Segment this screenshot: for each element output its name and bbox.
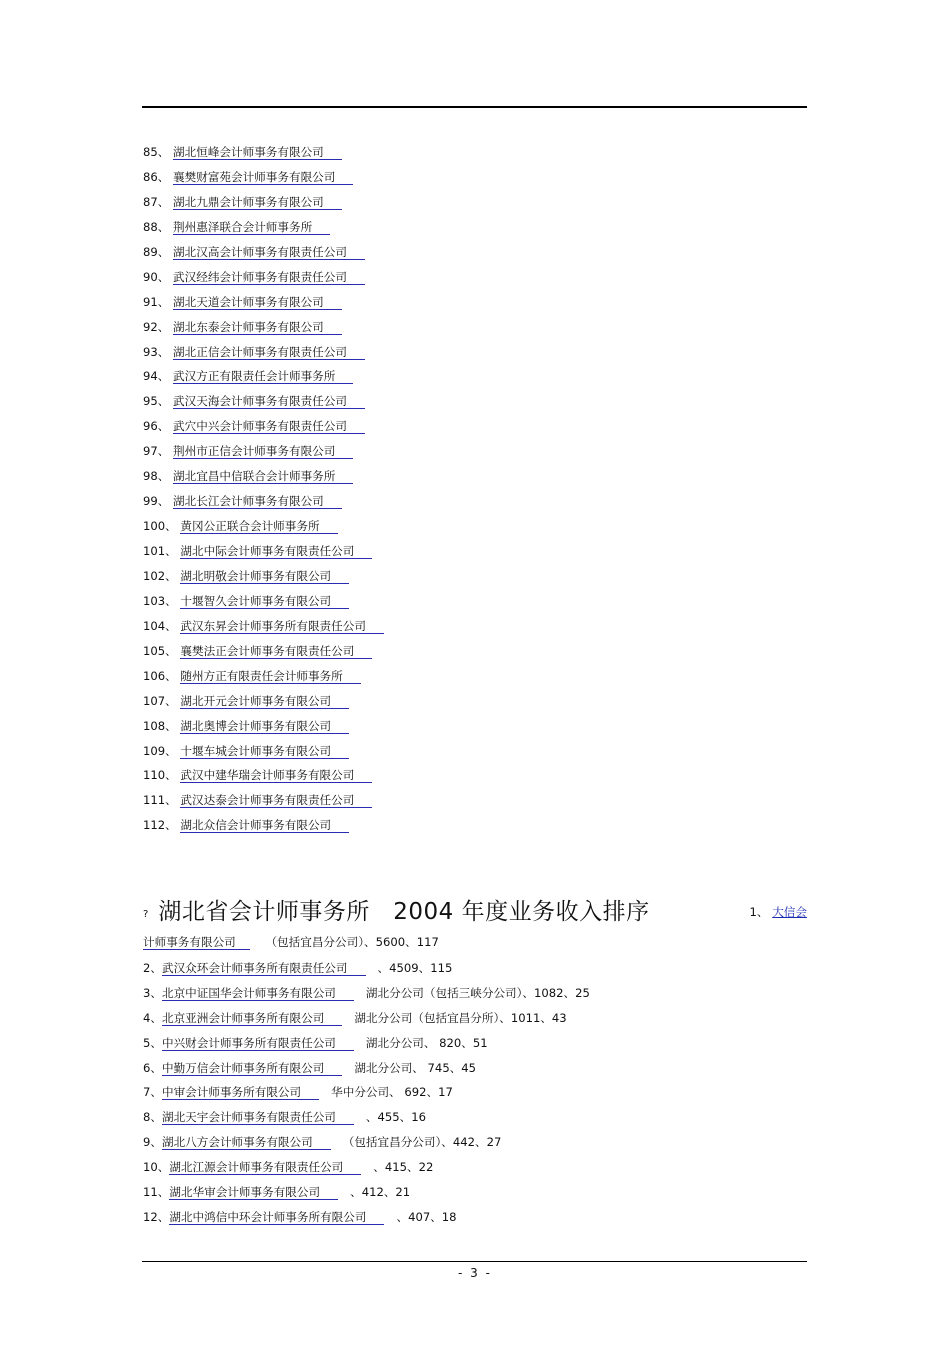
ranking-list <box>143 960 803 1234</box>
item-number: 108、 <box>143 718 177 733</box>
rank-number: 10、 <box>143 1160 170 1175</box>
firm-link[interactable]: 湖北奥博会计师事务有限公司 <box>180 719 349 734</box>
list-item <box>143 743 803 768</box>
bullet-marker: ? <box>143 909 149 920</box>
rank-number: 2、 <box>143 961 162 975</box>
list-item <box>143 568 803 593</box>
firm-link[interactable]: 荆州惠泽联合会计师事务所 <box>173 220 330 235</box>
rank-tail: 、412、21 <box>350 1185 411 1200</box>
firm-link[interactable]: 湖北恒峰会计师事务有限公司 <box>173 145 342 160</box>
item-number: 88、 <box>143 219 170 234</box>
rank-tail: 、455、16 <box>365 1110 426 1125</box>
item-number: 96、 <box>143 419 170 434</box>
item-number: 111、 <box>143 793 177 808</box>
ranking-row <box>143 1159 803 1184</box>
firm-link[interactable]: 湖北华审会计师事务有限公司 <box>169 1185 338 1200</box>
firm-link[interactable]: 湖北中际会计师事务有限责任公司 <box>180 544 372 559</box>
firm-link[interactable]: 武汉天海会计师事务有限责任公司 <box>173 394 365 409</box>
item-number: 99、 <box>143 494 170 509</box>
rank-number: 9、 <box>143 1135 162 1150</box>
list-item <box>143 219 803 244</box>
rank-tail: 湖北分公司、 820、51 <box>365 1035 488 1050</box>
list-item <box>143 393 803 418</box>
firm-link[interactable]: 十堰智久会计师事务有限公司 <box>180 594 349 609</box>
list-item <box>143 493 803 518</box>
rank-1-continuation <box>143 934 439 950</box>
section-heading <box>143 893 807 926</box>
list-item <box>143 418 803 443</box>
firm-link[interactable]: 湖北正信会计师事务有限责任公司 <box>173 345 365 360</box>
firm-link[interactable]: 武穴中兴会计师事务有限责任公司 <box>173 419 365 434</box>
list-item <box>143 294 803 319</box>
firm-link[interactable]: 中审会计师事务所有限公司 <box>162 1085 319 1100</box>
item-number: 106、 <box>143 668 177 683</box>
firm-link[interactable]: 计师事务有限公司 <box>143 935 250 950</box>
firm-link[interactable]: 北京中证国华会计师事务有限公司 <box>162 986 354 1001</box>
item-number: 102、 <box>143 568 177 583</box>
list-item <box>143 693 803 718</box>
item-number: 92、 <box>143 319 170 334</box>
rank-tail: （包括宜昌分公司）、5600、117 <box>265 935 439 949</box>
item-number: 89、 <box>143 244 170 259</box>
list-item <box>143 144 803 169</box>
list-item <box>143 593 803 618</box>
item-number: 109、 <box>143 743 177 758</box>
list-item <box>143 269 803 294</box>
list-item <box>143 319 803 344</box>
item-number: 87、 <box>143 194 170 209</box>
rank-tail: 湖北分公司（包括三峡分公司）、1082、25 <box>365 985 590 1000</box>
item-number: 100、 <box>143 519 177 534</box>
firm-link[interactable]: 湖北九鼎会计师事务有限公司 <box>173 195 342 210</box>
firm-link[interactable]: 襄樊财富苑会计师事务有限公司 <box>173 170 353 185</box>
firm-link[interactable]: 十堰车城会计师事务有限公司 <box>180 744 349 759</box>
list-item <box>143 443 803 468</box>
item-number: 107、 <box>143 693 177 708</box>
item-number: 90、 <box>143 269 170 284</box>
rank-number: 11、 <box>143 1185 170 1200</box>
item-number: 98、 <box>143 469 170 484</box>
item-number: 93、 <box>143 344 170 359</box>
list-item <box>143 518 803 543</box>
item-number: 105、 <box>143 643 177 658</box>
firm-link[interactable]: 武汉众环会计师事务所有限责任公司 <box>162 961 366 976</box>
list-item <box>143 817 803 842</box>
firm-link[interactable]: 湖北众信会计师事务有限公司 <box>180 818 349 833</box>
item-number: 112、 <box>143 818 177 833</box>
firm-link[interactable]: 湖北长江会计师事务有限公司 <box>173 494 342 509</box>
rank-number: 1、 <box>749 905 769 919</box>
firm-link[interactable]: 襄樊法正会计师事务有限责任公司 <box>180 644 372 659</box>
section-title <box>158 899 649 925</box>
page-number: - 3 - <box>458 1266 492 1280</box>
rank-tail: 湖北分公司（包括宜昌分所）、1011、43 <box>354 1010 567 1025</box>
item-number: 85、 <box>143 145 170 159</box>
firm-link[interactable]: 武汉方正有限责任会计师事务所 <box>173 369 353 384</box>
item-number: 103、 <box>143 593 177 608</box>
list-item <box>143 194 803 219</box>
rank-number: 7、 <box>143 1085 162 1100</box>
firm-link[interactable]: 武汉中建华瑞会计师事务有限公司 <box>180 768 372 783</box>
item-number: 86、 <box>143 169 170 184</box>
firm-link[interactable]: 湖北江源会计师事务有限责任公司 <box>169 1160 361 1175</box>
firm-link[interactable]: 武汉经纬会计师事务有限责任公司 <box>173 270 365 285</box>
rank-number: 5、 <box>143 1035 162 1050</box>
firm-link[interactable]: 湖北宜昌中信联合会计师事务所 <box>173 469 353 484</box>
ranking-row <box>143 1184 803 1209</box>
rank-number: 8、 <box>143 1110 162 1125</box>
ranking-row <box>143 1209 803 1234</box>
item-number: 94、 <box>143 369 170 384</box>
header-rule <box>142 106 807 108</box>
rank-number: 6、 <box>143 1060 162 1075</box>
list-item <box>143 668 803 693</box>
rank-tail: 、4509、115 <box>377 961 453 975</box>
rank-number: 4、 <box>143 1010 162 1025</box>
footer-rule <box>142 1261 807 1262</box>
rank-tail: （包括宜昌分公司）、442、27 <box>342 1135 502 1150</box>
list-item <box>143 643 803 668</box>
rank-tail: 华中分公司、 692、17 <box>331 1085 453 1100</box>
title-text-2: 年度业务收入排序 <box>461 899 650 925</box>
firm-link[interactable]: 北京亚洲会计师事务所有限公司 <box>162 1011 342 1026</box>
list-item <box>143 767 803 792</box>
ranking-row <box>143 960 803 985</box>
firm-link[interactable]: 湖北中鸿信中环会计师事务所有限公司 <box>169 1210 384 1225</box>
firm-link[interactable]: 湖北东泰会计师事务有限公司 <box>173 320 342 335</box>
rank-tail: 、407、18 <box>396 1209 457 1224</box>
list-item <box>143 244 803 269</box>
rank-1-start <box>750 904 807 920</box>
rank-tail: 、415、22 <box>373 1160 434 1175</box>
ranking-row <box>143 1035 803 1060</box>
item-number: 101、 <box>143 544 177 558</box>
firm-link[interactable]: 湖北开元会计师事务有限公司 <box>180 694 349 709</box>
ranking-row <box>143 985 803 1010</box>
firm-link[interactable]: 湖北天宇会计师事务有限责任公司 <box>162 1110 354 1125</box>
ranking-row <box>143 1060 803 1085</box>
list-item <box>143 543 803 568</box>
firm-link[interactable]: 中勤万信会计师事务所有限公司 <box>162 1061 342 1076</box>
firm-link[interactable]: 湖北八方会计师事务有限公司 <box>162 1135 331 1150</box>
list-item <box>143 169 803 194</box>
item-number: 91、 <box>143 294 170 309</box>
item-number: 104、 <box>143 618 177 633</box>
title-text: 湖北省会计师事务所 <box>158 899 370 925</box>
firm-link[interactable]: 大信会 <box>772 905 807 919</box>
ranking-row <box>143 1134 803 1159</box>
rank-number: 12、 <box>143 1209 170 1224</box>
firm-link[interactable]: 随州方正有限责任会计师事务所 <box>180 669 360 684</box>
ranking-row <box>143 1010 803 1035</box>
rank-number: 3、 <box>143 985 162 1000</box>
rank-tail: 湖北分公司、 745、45 <box>354 1060 477 1075</box>
firm-link[interactable]: 湖北天道会计师事务有限公司 <box>173 295 342 310</box>
firm-link[interactable]: 湖北汉高会计师事务有限责任公司 <box>173 245 365 260</box>
item-number: 97、 <box>143 444 170 459</box>
firm-link[interactable]: 荆州市正信会计师事务有限公司 <box>173 444 353 459</box>
list-item <box>143 792 803 817</box>
list-item <box>143 368 803 393</box>
firm-link[interactable]: 武汉达泰会计师事务有限责任公司 <box>180 793 372 808</box>
ranking-row <box>143 1084 803 1109</box>
item-number: 95、 <box>143 394 170 409</box>
firm-link[interactable]: 黄冈公正联合会计师事务所 <box>180 519 337 534</box>
firm-link[interactable]: 中兴财会计师事务所有限责任公司 <box>162 1036 354 1051</box>
firm-list <box>143 144 803 842</box>
item-number: 110、 <box>143 768 177 783</box>
firm-link[interactable]: 武汉东昇会计师事务所有限责任公司 <box>180 619 384 634</box>
list-item <box>143 618 803 643</box>
list-item <box>143 718 803 743</box>
title-year: 2004 <box>393 899 454 925</box>
list-item <box>143 344 803 369</box>
ranking-row <box>143 1109 803 1134</box>
list-item <box>143 468 803 493</box>
firm-link[interactable]: 湖北明敬会计师事务有限公司 <box>180 569 349 584</box>
